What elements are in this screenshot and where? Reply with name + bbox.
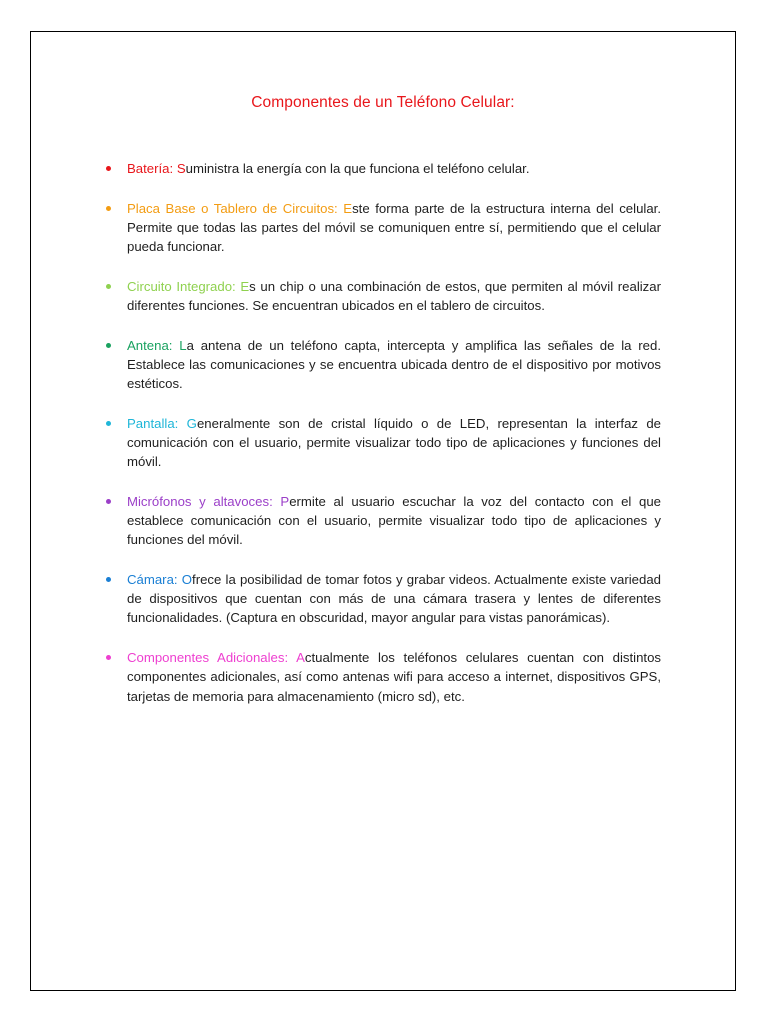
item-first-letter: S — [176, 161, 186, 176]
item-term: Micrófonos y altavoces: — [127, 493, 273, 509]
item-first-letter: O — [181, 572, 193, 588]
list-item — [127, 336, 661, 394]
item-term: Cámara: — [127, 572, 178, 588]
item-text: ctualmente los teléfonos celulares cuentan con distintos componentes adicionales, así como antenas wifi para acceso a internet, dispositivos GPS, tarjetas de memoria para almacenamiento (micro sd), etc. — [127, 650, 662, 704]
components-list — [127, 159, 661, 726]
item-text: uministra la energía con la que funciona el teléfono celular. — [185, 161, 530, 176]
list-item — [127, 492, 661, 550]
bullet-icon — [106, 343, 111, 348]
item-first-letter: G — [186, 415, 197, 431]
bullet-icon — [106, 655, 111, 660]
document-page — [30, 31, 736, 991]
item-text: s un chip o una combinación de estos, que permiten al móvil realizar diferentes funciones. Se encuentran ubicados en el tablero de circuitos. — [127, 278, 661, 314]
item-first-letter: P — [280, 493, 290, 509]
item-text: eneralmente son de cristal líquido o de LED, representan la interfaz de comunicación con el usuario, permite visualizar todo tipo de aplicaciones y funciones del móvil. — [127, 415, 661, 470]
page-title: Componentes de un Teléfono Celular: — [251, 94, 515, 111]
list-item — [127, 159, 661, 178]
item-term: Antena: — [127, 337, 173, 353]
item-term: Componentes Adicionales: — [127, 650, 289, 666]
item-text: ste forma parte de la estructura interna del celular. Permite que todas las partes del móvil se comuniquen entre sí, permitiendo que el celular pueda funcionar. — [127, 200, 661, 255]
item-first-letter: L — [179, 337, 187, 353]
bullet-icon — [106, 206, 111, 211]
list-item — [127, 277, 661, 315]
item-first-letter: E — [240, 278, 250, 294]
bullet-icon — [106, 499, 111, 504]
item-term: Placa Base o Tablero de Circuitos: — [127, 200, 338, 216]
item-first-letter: A — [296, 650, 305, 666]
list-item — [127, 199, 661, 257]
item-text: frece la posibilidad de tomar fotos y grabar videos. Actualmente existe variedad de dispositivos que cuentan con más de una cámara trasera y lentes de diferentes funcionalidades. (Captura en obscuridad, mayor angular para vistas panorámicas). — [127, 572, 661, 626]
bullet-icon — [106, 284, 111, 289]
bullet-icon — [106, 421, 111, 426]
item-first-letter: E — [343, 200, 353, 216]
item-term: Batería: — [127, 161, 174, 176]
item-term: Circuito Integrado: — [127, 278, 236, 294]
item-text: a antena de un teléfono capta, intercepta y amplifica las señales de la red. Establece las comunicaciones y se encuentra ubicada dentro de el dispositivo por motivos estéticos. — [127, 337, 661, 392]
list-item — [127, 648, 661, 706]
item-term: Pantalla: — [127, 415, 179, 431]
bullet-icon — [106, 577, 111, 582]
item-text: ermite al usuario escuchar la voz del contacto con el que establece comunicación con el usuario, permite visualizar todo tipo de aplicaciones y funciones del móvil. — [127, 493, 661, 548]
bullet-icon — [106, 166, 111, 171]
list-item — [127, 570, 661, 628]
list-item — [127, 414, 661, 472]
